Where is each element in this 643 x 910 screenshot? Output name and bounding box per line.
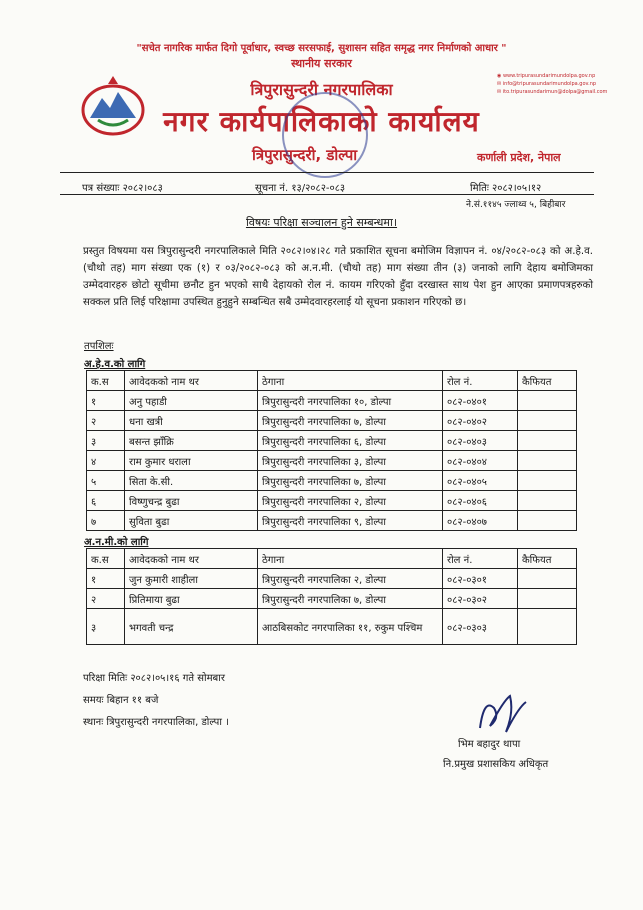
table-cell: धना खत्री	[125, 411, 258, 431]
table-cell: त्रिपुरासुन्दरी नगरपालिका ७, डोल्पा	[258, 589, 443, 609]
mail-icon: ✉	[497, 81, 503, 87]
notice-number: सूचना नं. १३/२०८२-०८३	[255, 183, 346, 194]
table-cell: त्रिपुरासुन्दरी नगरपालिका ३, डोल्पा	[258, 451, 443, 471]
table-cell: १	[87, 391, 125, 411]
table-header-cell: कैफियत	[518, 549, 577, 569]
website[interactable]: www.tripurasundarimundolpa.gov.np	[502, 73, 596, 79]
table-header-cell: रोल नं.	[443, 371, 518, 391]
table-cell: ०८२-०४०१	[443, 391, 518, 411]
globe-icon: ◉	[497, 73, 503, 79]
table-cell: ०८२-०३०३	[443, 609, 518, 645]
table-header-cell: आवेदकको नाम थर	[125, 371, 258, 391]
table-cell: ४	[87, 451, 125, 471]
table-cell: सिता के.सी.	[125, 471, 258, 491]
table-cell: जुन कुमारी शाहीला	[125, 569, 258, 589]
table-row	[87, 491, 577, 511]
table-cell: ०८२-०४०४	[443, 451, 518, 471]
signatory-title: नि.प्रमुख प्रशासकिय अधिकृत	[443, 759, 549, 770]
table-header-cell: क.स	[87, 371, 125, 391]
table-cell: आठबिसकोट नगरपालिका ११, रुकुम पश्चिम	[258, 609, 443, 645]
table-cell	[518, 451, 577, 471]
table-cell: ०८२-०३०१	[443, 569, 518, 589]
table-row	[87, 471, 577, 491]
table1-title: अ.हे.व.को लागि	[84, 359, 146, 370]
table-cell: त्रिपुरासुन्दरी नगरपालिका ७, डोल्पा	[258, 411, 443, 431]
table-cell: १	[87, 569, 125, 589]
table-cell	[518, 511, 577, 531]
table-row	[87, 511, 577, 531]
table-cell: भगवती चन्द्र	[125, 609, 258, 645]
table-row	[87, 589, 577, 609]
table-cell: बसन्त झाँक्रि	[125, 431, 258, 451]
nepal-sambat-date: ने.सं.११४५ ज्लाथ्व ५, बिहीबार	[466, 200, 566, 210]
notice-date: मितिः २०८२।०५।१२	[470, 183, 542, 194]
table-row	[87, 569, 577, 589]
reference-divider	[60, 194, 594, 195]
contact-block	[497, 72, 622, 96]
table2-title: अ.न.मी.को लागि	[84, 537, 149, 548]
slogan: "सचेत नागरिक मार्फत दिगो पूर्वाधार, स्वच्छ सरसफाई, सुशासन सहित समृद्ध नगर निर्माणको आधार "	[136, 43, 507, 54]
details-label: तपशिलः	[84, 341, 114, 352]
municipality-name: त्रिपुरासुन्दरी नगरपालिका	[250, 80, 393, 99]
table-header-cell: कैफियत	[518, 371, 577, 391]
table-header-cell: आवेदकको नाम थर	[125, 549, 258, 569]
table-cell	[518, 609, 577, 645]
table-cell: विष्णुचन्द्र बुढा	[125, 491, 258, 511]
table-cell: ०८२-०३०२	[443, 589, 518, 609]
email[interactable]: info@tripurasundarimundolpa.gov.np	[502, 81, 597, 87]
table-cell: त्रिपुरासुन्दरी नगरपालिका ७, डोल्पा	[258, 471, 443, 491]
candidates-table-anm	[86, 548, 577, 645]
office-title: नगर कार्यपालिकाको कार्यालय	[163, 105, 480, 138]
table-cell	[518, 391, 577, 411]
table-row	[87, 391, 577, 411]
table-cell: ०८२-०४०२	[443, 411, 518, 431]
table-header-row	[87, 371, 577, 391]
signature	[470, 688, 530, 738]
table-cell: ३	[87, 609, 125, 645]
table-header-cell: क.स	[87, 549, 125, 569]
table-cell: २	[87, 411, 125, 431]
notice-body: प्रस्तुत विषयमा यस त्रिपुरासुन्दरी नगरपालिकाले मिति २०८२।०४।२८ गते प्रकाशित सूचना बमोजिम विज्ञापन नं. ०४/२०८२-०८३ को अ.हे.व. (चौथो तह) माग संख्या एक (१) र ०३/२०८२-०८३ को अ.न.मी. (चौथो तह) माग संख्या तीन (३) जनाको लागि देहाय बमोजिमका उम्मेदवारहरु छोटो सूचीमा छनौट हुन भएको साथै देहायको रोल नं. कायम गरिएको हुँदा दरखास्त साथ पेश हुन आएका प्रमाणपत्रहरुको सक्कल प्रति लिई परिक्षामा उपस्थित हुनुहुने सम्बन्धित सबै उम्मेदवारहरलाई यो सूचना प्रकाशन गरिएको छ।	[83, 246, 593, 308]
office-address: त्रिपुरासुन्दरी, डोल्पा	[252, 146, 358, 164]
exam-time: समयः बिहान ११ बजे	[83, 695, 159, 706]
table-cell: राम कुमार धराला	[125, 451, 258, 471]
table-cell	[518, 411, 577, 431]
table-cell: प्रितिमाया बुढा	[125, 589, 258, 609]
table-cell: अनु पहाडी	[125, 391, 258, 411]
table-header-cell: ठेगाना	[258, 549, 443, 569]
exam-date: परिक्षा मितिः २०८२।०५।१६ गते सोमबार	[83, 673, 225, 684]
table-header-row	[87, 549, 577, 569]
subject-line: विषयः परिक्षा सञ्चालन हुने सम्बन्धमा।	[245, 216, 398, 229]
table-row	[87, 411, 577, 431]
table-row	[87, 609, 577, 645]
candidates-table-ahw	[86, 370, 577, 531]
email-2[interactable]: ito.tripurasundarimun@dolpa@gmail.com	[502, 89, 608, 95]
table-cell	[518, 491, 577, 511]
signatory-name: भिम बहादुर थापा	[458, 739, 521, 750]
table-cell	[518, 589, 577, 609]
table-cell: ०८२-०४०७	[443, 511, 518, 531]
table-cell: त्रिपुरासुन्दरी नगरपालिका २, डोल्पा	[258, 491, 443, 511]
table-cell: त्रिपुरासुन्दरी नगरपालिका ६, डोल्पा	[258, 431, 443, 451]
province: कर्णाली प्रदेश, नेपाल	[477, 151, 561, 164]
office-stamp	[282, 92, 368, 178]
letter-number: पत्र संख्याः २०८२।०८३	[82, 183, 163, 194]
table-cell	[518, 569, 577, 589]
header-divider	[60, 172, 594, 173]
table-cell: त्रिपुरासुन्दरी नगरपालिका ९, डोल्पा	[258, 511, 443, 531]
table-row	[87, 451, 577, 471]
table-header-cell: ठेगाना	[258, 371, 443, 391]
table-row	[87, 431, 577, 451]
table-cell: ०८२-०४०५	[443, 471, 518, 491]
table-header-cell: रोल नं.	[443, 549, 518, 569]
table-cell: ७	[87, 511, 125, 531]
table-cell: त्रिपुरासुन्दरी नगरपालिका १०, डोल्पा	[258, 391, 443, 411]
table-cell: ६	[87, 491, 125, 511]
mail-icon: ✉	[497, 89, 503, 95]
exam-details	[83, 668, 229, 734]
table-cell	[518, 431, 577, 451]
table-cell: सुविता बुढा	[125, 511, 258, 531]
government-label: स्थानीय सरकार	[291, 57, 352, 70]
table-cell: ५	[87, 471, 125, 491]
table-cell: ३	[87, 431, 125, 451]
table-cell: ०८२-०४०६	[443, 491, 518, 511]
table-cell: ०८२-०४०३	[443, 431, 518, 451]
table-cell	[518, 471, 577, 491]
table-cell: त्रिपुरासुन्दरी नगरपालिका २, डोल्पा	[258, 569, 443, 589]
exam-place: स्थानः त्रिपुरासुन्दरी नगरपालिका, डोल्पा ।	[83, 717, 229, 728]
table-cell: २	[87, 589, 125, 609]
